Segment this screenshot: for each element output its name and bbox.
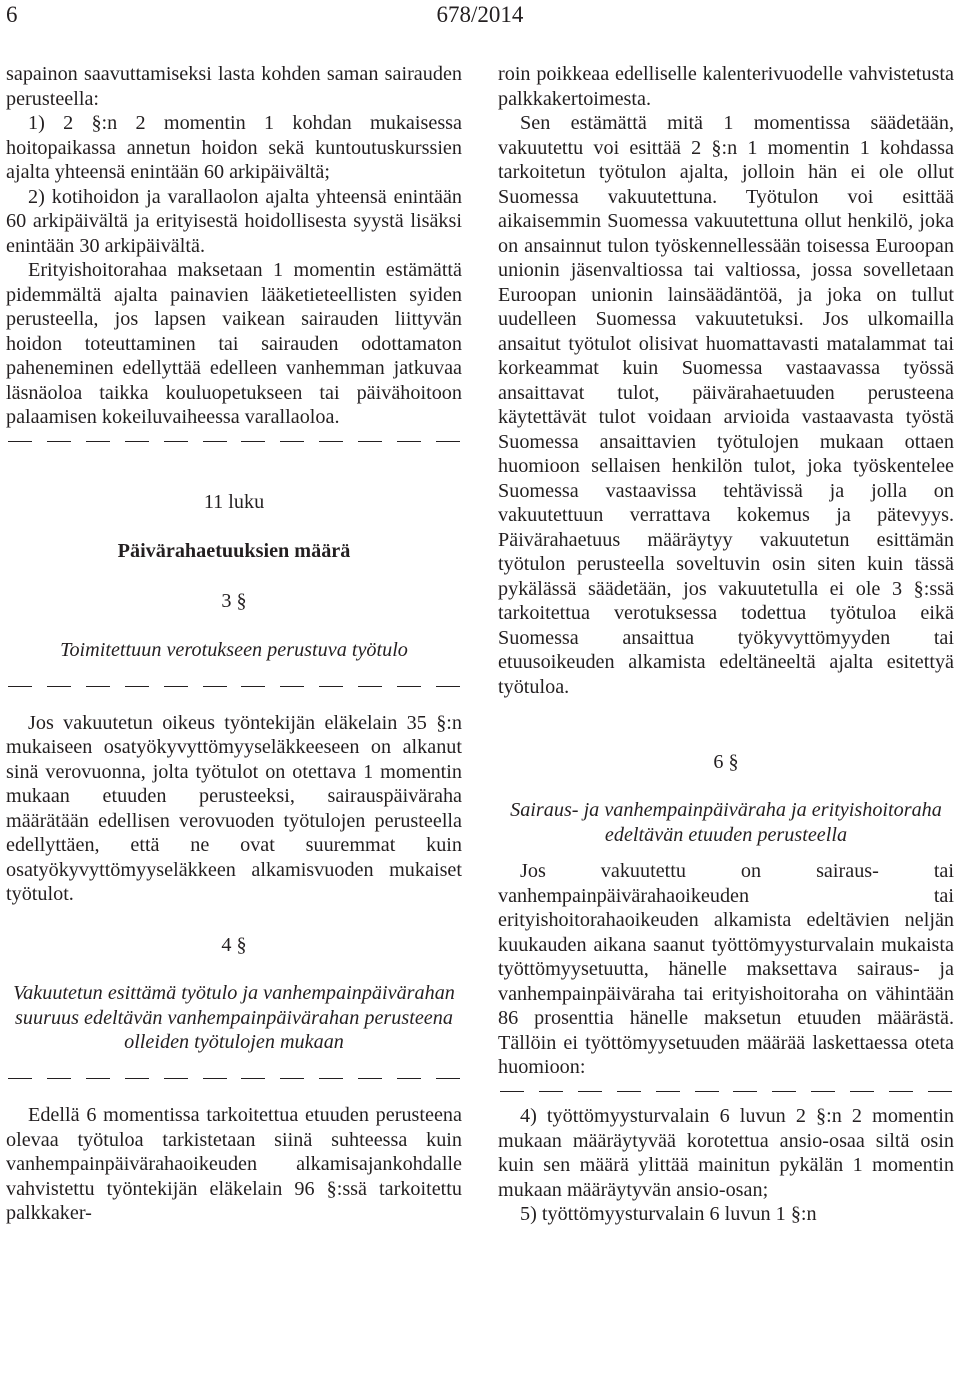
list-item-4: 4) työttömyysturvalain 6 luvun 2 §:n 2 momentin mukaan määräytyvää korotettua ansio-osaa siltä osin kuin sen määrä ylittää mainitun pykälän 1 momentin mukaan määräytyvän ansio-osan; xyxy=(498,1105,954,1201)
page-header xyxy=(0,0,960,40)
chapter-title: Päivärahaetuuksien määrä xyxy=(117,539,351,562)
list-item-5: 5) työttömyysturvalain 6 luvun 1 §:n xyxy=(520,1203,817,1225)
page-number: 6 xyxy=(6,2,18,27)
continuation-text: roin poikkeaa edelliselle kalenterivuodelle vahvistetusta palkkakertoimesta. xyxy=(498,63,954,110)
chapter-number: 11 luku xyxy=(203,491,265,513)
paragraph-erityishoitoraha: Erityishoitorahaa maksetaan 1 momentin estämättä pidemmältä ajalta painavien lääketieteellisten syiden perusteella, jos lapsen vaikean sairauden liittyvän hoidon toteuttaminen tai sairauden odottamaton paheneminen edellyttää edelleen vanhemman jatkuvaa läsnäoloa taikka kouluopetukseen tai päivähoitoon palaamisen kokeiluvaiheessa varallaoloa. xyxy=(6,259,462,428)
list-item-2: 2) kotihoidon ja varallaolon ajalta yhteensä enintään 60 arkipäivältä ja erityisestä hoidollisesta syystä lisäksi enintään 30 arkipäivältä. xyxy=(6,185,462,257)
section-4-text: Edellä 6 momentissa tarkoitettua etuuden perusteena olevaa työtuloa tarkistetaan siinä suhteessa kuin vanhempainpäivärahaoikeuden alkamisajankohdalle vahvistettu työntekijän eläkelain 96 §:ssä tarkoitettu palkkaker- xyxy=(6,1104,462,1224)
section-6-number: 6 § xyxy=(713,750,739,773)
section-3-title: Toimitettuun verotukseen perustuva työtulo xyxy=(60,638,408,661)
right-column xyxy=(498,62,954,1227)
omission-dashes xyxy=(6,1067,462,1092)
omission-dashes xyxy=(498,1080,954,1105)
section-3-number: 3 § xyxy=(221,590,247,612)
section-4-number: 4 § xyxy=(221,933,247,956)
section-3-text: Jos vakuutetun oikeus työntekijän eläkelain 35 §:n mukaiseen osatyökyvyttömyyseläkkeeseen on alkanut sinä verovuonna, jolta työtulot on otettava 1 momentin mukaan etuuden perusteeksi, sairauspäiväraha määrätään edellisen verovuoden työtulojen perusteella edellyttäen, että ne ovat suuremmat kuin osatyökyvyttömyyseläkkeen alkamisvuoden mukaiset työtulot. xyxy=(6,711,462,905)
section-6-text: Jos vakuutettu on sairaus- tai vanhempainpäivärahaoikeuden tai erityishoitorahaoikeuden alkamista edeltävien neljän kuukauden aikana saanut työttömyysturvalain mukaista työttömyysetuutta, hänelle maksettava sairaus- ja vanhempainpäiväraha tai erityishoitoraha on vähintään 86 prosenttia hänelle maksetun etuuden määrästä. Tällöin ei työttömyysetuuden määrää laskettaessa oteta huomioon: xyxy=(498,860,954,1078)
intro-text: sapainon saavuttamiseksi lasta kohden saman sairauden perusteella: xyxy=(6,63,462,110)
left-column xyxy=(6,62,462,1226)
section-6-title: Sairaus- ja vanhempainpäiväraha ja erityishoitoraha edeltävän etuuden perusteella xyxy=(510,799,942,846)
document-number: 678/2014 xyxy=(436,2,524,27)
omission-dashes xyxy=(6,674,462,699)
paragraph-sen-estamatta: Sen estämättä mitä 1 momentissa säädetään, vakuutettu voi esittää 2 §:n 1 momentin 1 kohdassa tarkoitetun työtulon ajalta, jolloin hän ei ole ollut Suomessa vakuutettuna. Työtulon voi esittää aikaisemmin Suomessa vakuutettuna ollut henkilö, joka on ansainnut tulon työskennellessään toisessa Euroopan unionin jäsenvaltiossa tai valtiossa, jossa sovelletaan Euroopan unionin lainsäädäntöä, ja joka on tullut uudelleen Suomessa vakuutetuksi. Jos ulkomailla ansaitut työtulot olisivat huomattavasti matalammat tai korkeammat kuin Suomessa vastaavassa työssä ansaittavat tulot, päivärahaetuuden perusteena käytettävät tulot voidaan arvioida vastaavasta työstä Suomessa ansaittavien työtulojen mukaan ottaen huomioon sellaisen henkilön tulot, joka työskentelee Suomessa vastaavissa tehtävissä ja jolla on vakuutettuun verrattava kokemus ja pätevyys. Päivärahaetuus määräytyy vakuutetun esittämän työtulon perusteella soveltuvin osin siten kuin tässä pykälässä säädetään, jos vakuutetulla ei ole 3 §:ssä tarkoitettua verotuksessa todettua työtuloa eikä Suomessa ansaittua työkyvyttömyyden tai etuusoikeuden alkamista edeltäneeltä ajalta esitettyä työtuloa. xyxy=(498,112,954,698)
list-item-1: 1) 2 §:n 2 momentin 1 kohdan mukaisessa hoitopaikassa annetun hoidon sekä kuntoutuskurssien ajalta yhteensä enintään 60 arkipäivältä; xyxy=(6,112,462,183)
section-4-title: Vakuutetun esittämä työtulo ja vanhempainpäivärahan suuruus edeltävän vanhempainpäivärahan perusteena olleiden työtulojen mukaan xyxy=(13,982,455,1053)
omission-dashes xyxy=(6,430,462,455)
